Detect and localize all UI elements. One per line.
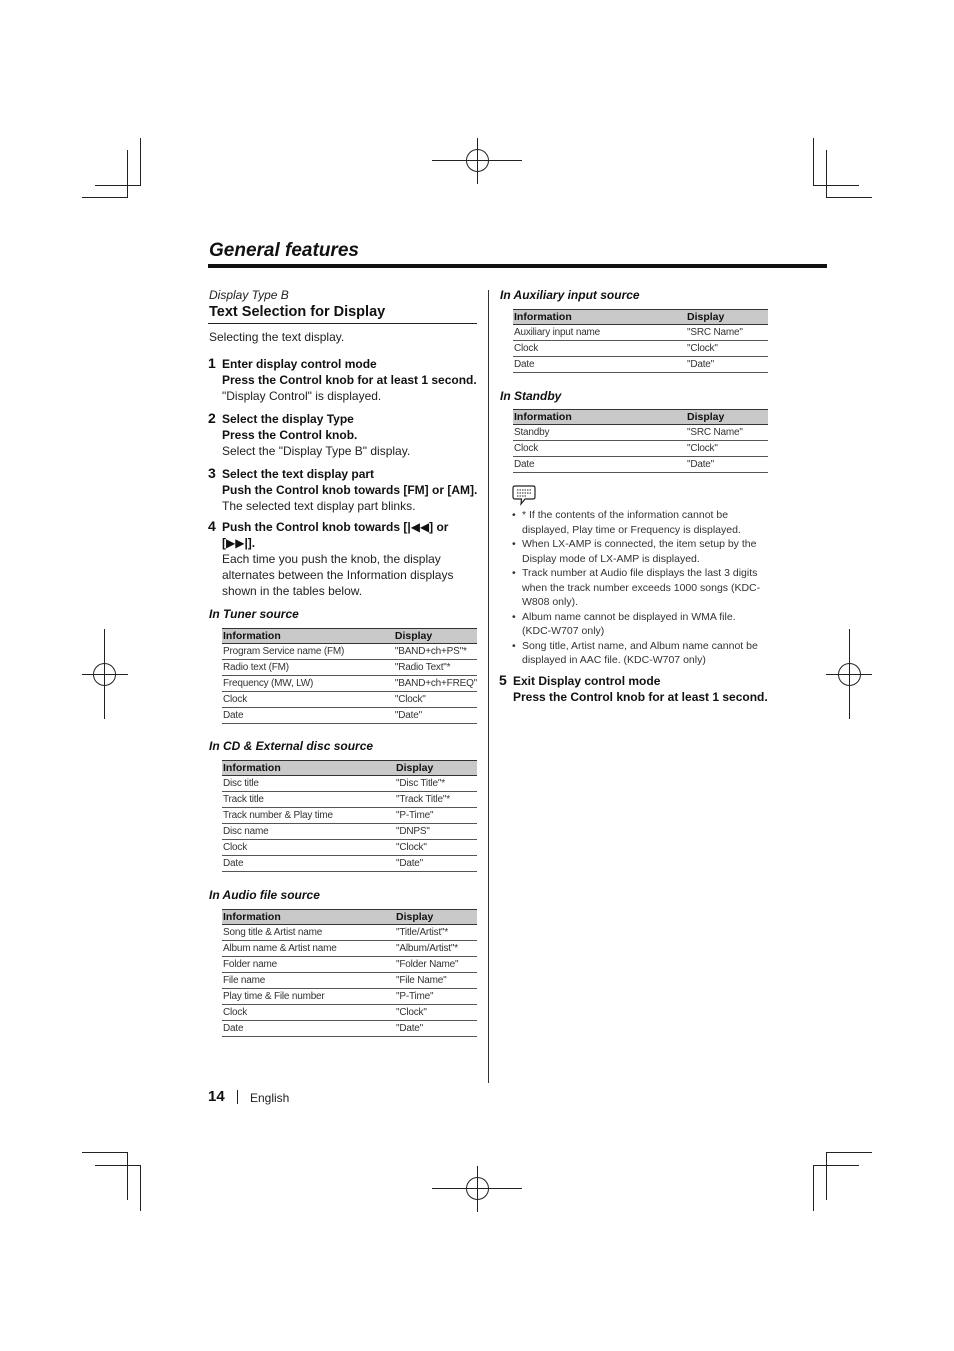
table-cell: "Clock" [395,840,477,856]
table-cell: "Clock" [686,441,768,457]
step-action: Push the Control knob towards [FM] or [AM]. [222,483,478,497]
list-item: • When LX-AMP is connected, the item setup by the Display mode of LX-AMP is displayed. [512,537,767,566]
table-cell: "Disc Title"* [395,776,477,792]
table-row [513,425,768,441]
column-header: Display [394,629,477,644]
table-row [222,660,477,676]
table-row [222,989,477,1005]
table-cell: "SRC Name" [686,425,768,441]
title-rule [208,264,827,268]
table-label: In Standby [500,389,562,403]
step-description: "Display Control" is displayed. [222,389,382,403]
table-cell: Radio text (FM) [222,660,394,676]
table-cell: "Date" [395,856,477,872]
table-cell: Date [513,357,686,373]
table-cell: Date [513,457,686,473]
table-cell: Track title [222,792,395,808]
table-cell: Standby [513,425,686,441]
table-row [222,776,477,792]
auxiliary-source-table [513,309,768,373]
standby-table [513,409,768,473]
table-row [222,925,477,941]
table-cell: Clock [222,1005,395,1021]
memo-speech-icon [512,484,536,506]
audio-file-source-table [222,909,477,1037]
step-3 [222,466,478,514]
table-header-row [513,410,768,425]
table-cell: "Folder Name" [395,957,477,973]
step-description: The selected text display part blinks. [222,499,416,513]
table-cell: Date [222,708,394,724]
intro-text: Selecting the text display. [209,330,345,344]
table-cell: "Clock" [395,1005,477,1021]
table-header-row [222,761,477,776]
table-cell: Date [222,856,395,872]
column-header: Display [686,410,768,425]
footer-language: English [250,1091,290,1105]
step-4 [222,519,462,599]
table-label: In Auxiliary input source [500,288,640,302]
table-cell: "Clock" [686,341,768,357]
step-action: [▶▶|]. [222,536,256,550]
list-item: • * If the contents of the information cannot be displayed, Play time or Frequency is displayed. [512,508,767,537]
table-cell: Clock [222,840,395,856]
step-action: Press the Control knob for at least 1 second. [513,690,768,704]
cd-source-table [222,760,477,872]
table-row [513,325,768,341]
column-header: Information [222,910,395,925]
table-header-row [513,310,768,325]
table-cell: Disc title [222,776,395,792]
table-cell: Clock [222,692,394,708]
step-title: Select the display Type [222,412,354,426]
column-header: Display [686,310,768,325]
table-row [222,941,477,957]
table-row [222,792,477,808]
page-title: General features [209,240,359,261]
table-cell: "P-Time" [395,808,477,824]
table-cell: "BAND+ch+PS"* [394,644,477,660]
step-description: Select the "Display Type B" display. [222,444,411,458]
table-row [222,708,477,724]
table-header-row [222,910,477,925]
step-number: 2 [208,410,216,426]
step-2 [222,411,478,459]
table-cell: "BAND+ch+FREQ" [394,676,477,692]
table-row [222,692,477,708]
table-row [222,856,477,872]
list-item: • Track number at Audio file displays the last 3 digits when the track number exceeds 1000 songs (KDC-W808 only). [512,566,767,610]
table-row [513,357,768,373]
footer-separator [237,1090,238,1104]
section-heading: Text Selection for Display [209,304,386,320]
table-row [222,676,477,692]
step-number: 3 [208,465,216,481]
step-title: Exit Display control mode [513,674,661,688]
step-title: Push the Control knob towards [|◀◀] or [222,520,449,534]
step-1 [222,356,478,404]
table-cell: "Album/Artist"* [395,941,477,957]
table-cell: Clock [513,341,686,357]
table-row [222,824,477,840]
table-cell: "Date" [686,457,768,473]
step-title: Select the text display part [222,467,375,481]
table-cell: Play time & File number [222,989,395,1005]
column-header: Display [395,910,477,925]
table-cell: Program Service name (FM) [222,644,394,660]
column-header: Information [222,629,394,644]
table-row [222,1021,477,1037]
table-cell: "Clock" [394,692,477,708]
table-cell: "Track Title"* [395,792,477,808]
table-cell: "SRC Name" [686,325,768,341]
table-row [222,808,477,824]
table-cell: "Date" [395,1021,477,1037]
step-action: Press the Control knob. [222,428,358,442]
table-cell: "Radio Text"* [394,660,477,676]
table-row [222,973,477,989]
table-cell: Folder name [222,957,395,973]
table-cell: Frequency (MW, LW) [222,676,394,692]
step-number: 5 [499,672,507,688]
column-header: Display [395,761,477,776]
column-header: Information [513,410,686,425]
page-number: 14 [208,1088,225,1105]
table-label: In CD & External disc source [209,739,374,753]
table-header-row [222,629,477,644]
table-cell: "DNPS" [395,824,477,840]
table-cell: File name [222,973,395,989]
table-row [513,341,768,357]
list-item: • Song title, Artist name, and Album name cannot be displayed in AAC file. (KDC-W707 only) [512,639,767,668]
table-cell: Auxiliary input name [513,325,686,341]
table-cell: "Date" [686,357,768,373]
column-header: Information [513,310,686,325]
table-row [513,441,768,457]
table-row [222,840,477,856]
list-item: • Album name cannot be displayed in WMA file. (KDC-W707 only) [512,610,767,639]
table-cell: Clock [513,441,686,457]
table-label: In Audio file source [209,888,320,902]
notes-list [512,508,767,668]
table-cell: "P-Time" [395,989,477,1005]
table-row [222,1005,477,1021]
step-number: 4 [208,518,216,534]
table-row [222,644,477,660]
section-subtitle: Display Type B [209,288,289,302]
table-cell: Album name & Artist name [222,941,395,957]
step-number: 1 [208,355,216,371]
table-cell: Song title & Artist name [222,925,395,941]
step-5 [513,673,769,705]
heading-rule [208,323,477,324]
table-cell: Track number & Play time [222,808,395,824]
table-cell: "File Name" [395,973,477,989]
table-row [222,957,477,973]
column-divider [488,290,489,1083]
step-description: Each time you push the knob, the display alternates between the Information displays shown in the tables below. [222,552,454,598]
table-cell: Date [222,1021,395,1037]
table-cell: "Title/Artist"* [395,925,477,941]
table-label: In Tuner source [209,607,299,621]
table-cell: Disc name [222,824,395,840]
table-row [513,457,768,473]
column-header: Information [222,761,395,776]
step-action: Press the Control knob for at least 1 second. [222,373,477,387]
step-title: Enter display control mode [222,357,377,371]
table-cell: "Date" [394,708,477,724]
tuner-source-table [222,628,477,724]
